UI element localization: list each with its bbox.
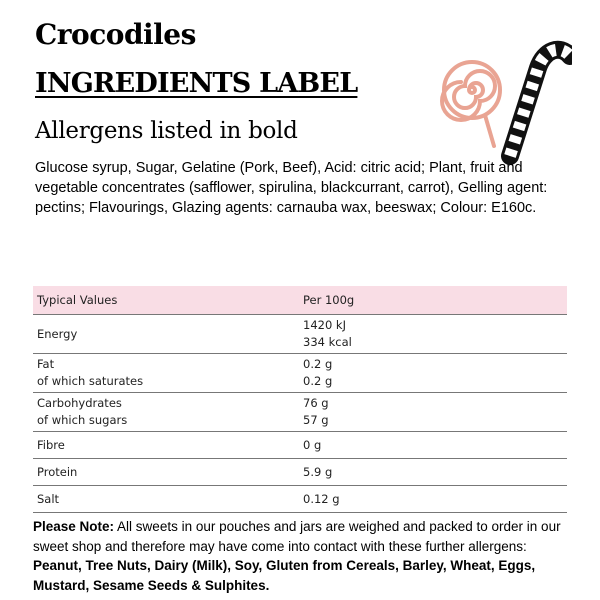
nutrition-table <box>33 286 567 513</box>
nutrient-label: Carbohydrates <box>37 396 122 410</box>
nutrient-value: 5.9 g <box>303 464 333 479</box>
column-header-typical: Typical Values <box>33 286 299 315</box>
allergen-note: Allergens listed in bold <box>35 118 298 144</box>
nutrient-value: 0.2 g <box>303 374 333 388</box>
nutrient-value: 1420 kJ <box>303 318 346 332</box>
nutrient-value: 57 g <box>303 413 329 427</box>
table-row <box>33 315 567 354</box>
column-header-per100g: Per 100g <box>299 286 567 315</box>
note-allergens: Peanut, Tree Nuts, Dairy (Milk), Soy, Gluten from Cereals, Barley, Wheat, Eggs, Mustard, Sesame Seeds & Sulphites. <box>33 558 536 593</box>
nutrient-label: Fibre <box>37 437 65 452</box>
product-name: Crocodiles <box>35 18 196 51</box>
table-row <box>33 486 567 513</box>
table-row <box>33 432 567 459</box>
table-row <box>33 459 567 486</box>
allergen-warning <box>33 517 573 595</box>
note-lead: Please Note: <box>33 519 115 534</box>
nutrient-label: of which sugars <box>37 413 128 427</box>
nutrient-label: Fat <box>37 357 55 371</box>
lollipop-icon <box>442 62 500 146</box>
label-title: INGREDIENTS LABEL <box>35 68 358 99</box>
nutrient-value: 0.12 g <box>303 491 340 506</box>
table-row <box>33 354 567 393</box>
candy-cane-icon <box>510 50 572 158</box>
nutrient-value: 76 g <box>303 396 329 410</box>
nutrient-value: 0.2 g <box>303 357 333 371</box>
nutrient-label: Salt <box>37 491 60 506</box>
nutrient-label: Protein <box>37 464 78 479</box>
table-row <box>33 393 567 432</box>
ingredients-text: Glucose syrup, Sugar, Gelatine (Pork, Beef), Acid: citric acid; Plant, fruit and vegetable concentrates (safflower, spirulina, blackcurrant, carrot), Gelling agent: pectins; Flavourings, Glazing agents: carnauba wax, beeswax; Colour: E160c. <box>35 160 548 216</box>
note-body: All sweets in our pouches and jars are weighed and packed to order in our sweet shop and therefore may have come into contact with these further allergens: <box>33 519 561 554</box>
nutrient-value: 0 g <box>303 437 322 452</box>
nutrient-value: 334 kcal <box>303 335 352 349</box>
nutrient-label: Energy <box>37 326 78 341</box>
nutrient-label: of which saturates <box>37 374 144 388</box>
nutrition-header-row <box>33 286 567 315</box>
sweets-illustration <box>432 28 572 173</box>
